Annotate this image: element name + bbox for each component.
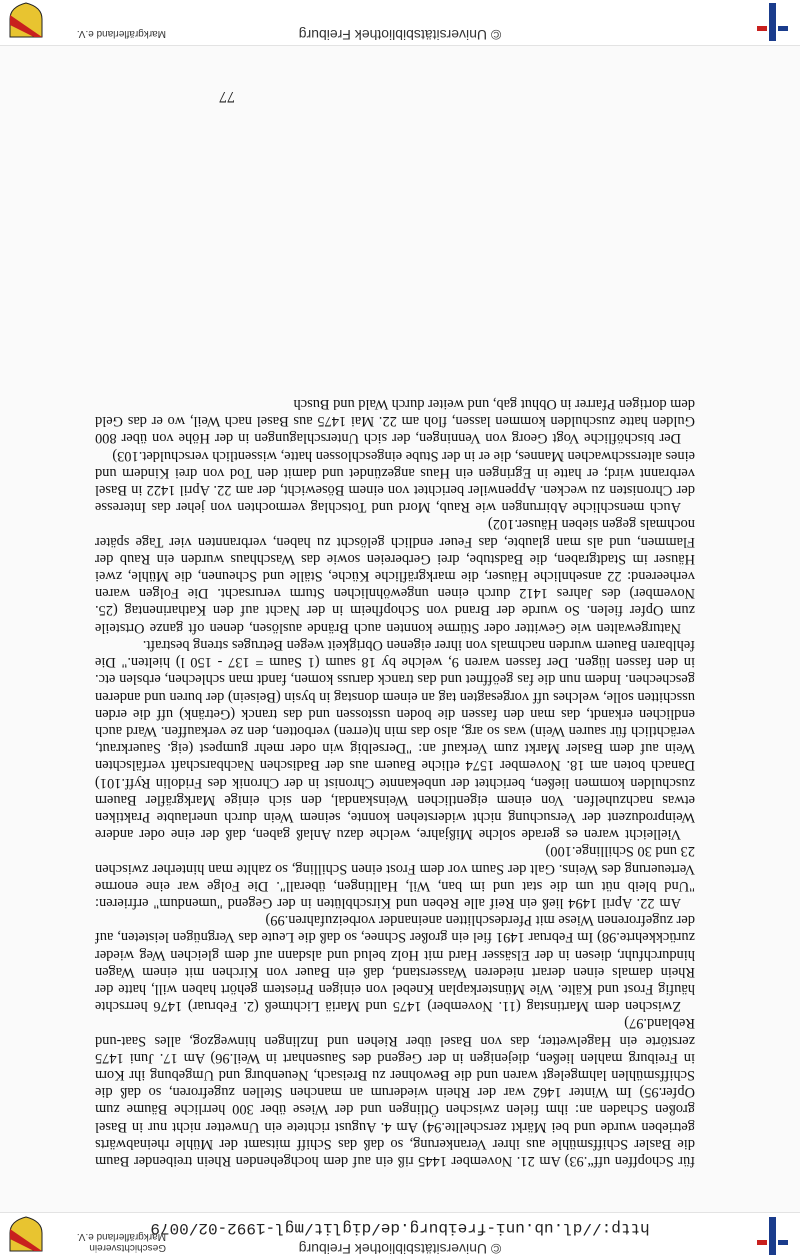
society-line-2: Markgräflerland e.V.: [76, 1231, 166, 1242]
paragraph: für Schopffen uff“.93) Am 21. November 1445 riß ein auf dem hochgehenden Rhein treibender Baum die Basler Schiffsmühle aus ihrer Verankerung, so daß das Schiff mitsamt der Mühle rheinabwärts getrieben wurde und bei Märkt zerschellte.94) Am 4. August richtete ein Unwetter nicht nur in Basel großen Schaden an: ihm fielen zwischen Ötlingen und der Wiese über 300 herrliche Bäume zum Opfer.95) Im Winter 1462 war der Rhein wiederum an manchen Stellen zugefroren, so daß die Schiffsmühlen lahmgelegt waren und die Bewohner zu Breisach, Neuenburg und Umgebung ihr Korn in Freiburg mahlen ließen, diejenigen in der Gegend des Sausenhart in Weil.96) Am 17. Juni 1475 zerstörte ein Hagelwetter, das von Basel über Riehen und Inzlingen hinwegzog, alles Saat-und Rebland.97): [95, 1015, 695, 1169]
paragraph: Am 22. April 1494 ließ ein Reif alle Reben und Kirschblüten in der Gegend "umendum" erfrieren: "Und bleib nüt um die stat und im ban, Wil, Halltingen, überall". Die Folge war eine enorme Verteuerung des Weins. Galt der Saum vor dem Frost einen Schilling, so zahlte man hinterher zwischen 23 und 30 Schillinge.100): [95, 843, 695, 911]
society-coat-of-arms-icon: [6, 1215, 46, 1255]
ub-freiburg-logo-icon: [748, 0, 796, 45]
paragraph: Der bischöfliche Vogt Georg von Venningen, der sich Unterschlagungen in der Höhe von über 800 Gulden hatte zuschulden kommen lassen, floh am 22. Mai 1475 aus Basel nach Weil, wo er das Geld dem dortigen Pfarrer in Obhut gab, und weiter durch Wald und Busch: [95, 396, 695, 447]
ub-freiburg-logo-icon: [748, 1213, 796, 1259]
top-header-banner: [0, 1212, 800, 1259]
society-line-1: Geschichtsverein: [89, 1242, 166, 1253]
document-url[interactable]: http://dl.ub.uni-freiburg.de/diglit/mgl-1992-02/0079: [150, 1219, 650, 1237]
society-name: [56, 1231, 166, 1253]
paragraph: Auch menschliche Abirrungen wie Raub, Mord und Totschlag vermochten von jeher das Interesse der Chronisten zu wecken. Appenwiler berichtet von einem Bösewicht, der am 22. April 1422 in Basel verbrannt wird; er hatte in Egringen ein Haus angezündet und damit den Tod von drei Kindern und eines altersschwachen Mannes, die er in der Stube eingeschlossen hatte, wissentlich verschuldet.103): [95, 447, 695, 516]
bottom-footer-banner: [0, 0, 800, 46]
document-body-text: [95, 395, 695, 1169]
paragraph: Naturgewalten wie Gewitter oder Stürme konnten auch Brände auslösen, denen oft ganze Ortsteile zum Opfer fielen. So wurde der Brand von Schopfheim in der Nacht auf den Katharinentag (25. November) des Jahres 1412 durch einen ungewöhnlichen Sturm verursacht. Die Folgen waren verheerend: 22 ansehnliche Häuser, die markgräfliche Küche, Ställe und Scheunen, die Mühle, zwei Häuser im Stadtgraben, die Badstube, drei Gerbereien sowie das Waschhaus wurden ein Raub der Flammen, und als man glaubte, das Feuer endlich gelöscht zu haben, verbrannten vier Tage später nochmals gegen sieben Häuser.102): [95, 516, 695, 636]
society-line-2: Markgräflerland e.V.: [76, 28, 166, 39]
library-credit: © Universitätsbibliothek Freiburg: [298, 1241, 502, 1257]
page-number: 77: [219, 88, 235, 105]
paragraph: Vielleicht waren es gerade solche Mißjahre, welche dazu Anlaß gaben, daß der eine oder andere Weinproduzent der Versuchung nicht widerstehen konnte, seinem Wein durch unerlaubte Praktiken etwas nachzuhelfen. Von einem eigentlichen Weinskandal, den sich einige Markgräfler Bauern zuschulden kommen ließen, berichtet der unbekannte Chronist in der Chronik des Fridolin Ryff.101) Danach boten am 18. November 1574 etliche Bauern aus der Badischen Nachbarschaft verfälschten Wein auf dem Basler Markt zum Verkauf an: "Derselbig win oder mehr gumpest (eig. Sauerkraut, verächtlich für sauren Wein) was so arg, also das min h(erren) verbotten, den ze verkauffen. Ward auch endlichen erkandt, das man den fassen die boden usstossen und das tranck (Getränk) uff die erden usschitten solle, welches uff vorgesagten tag an einem donstag in bysin (Beisein) der buren und anderen geschechen. Indem nun die fas geöffnet und das tranck daruss komen, fandt man schlechen, erbslen etc. in den fassen lügen. Der fassen waren 9, welche by 18 saum (1 Saum = 137 - 150 l) hielten." Die fehlbaren Bauern wurden nachmals von ihrer eigenen Obrigkeit wegen Betruges streng bestraft.: [95, 636, 695, 843]
paragraph: Zwischen dem Martinstag (11. November) 1475 und Mariä Lichtmeß (2. Februar) 1476 herrschte häufig Frost und Kälte. Wie Münsterkaplan Knebel von einigen Priestern gehört haben will, hatte der Rhein damals einen derart niederen Wasserstand, daß ein Bauer von Kirchen mit einem Wagen hindurchfuhr, diesen in der Elsässer Hard mit Holz belud und alsdann auf dem gleichen Weg wieder zurückkehrte.98) Im Februar 1491 fiel ein großer Schnee, so daß die Leute das Vergnügen leisteten, auf der zugefrorenen Wiese mit Pferdeschlitten aneinander vorbeizufahren.99): [95, 912, 695, 1015]
society-name: [56, 28, 166, 39]
library-credit: © Universitätsbibliothek Freiburg: [298, 27, 502, 43]
society-coat-of-arms-icon: [6, 1, 46, 41]
